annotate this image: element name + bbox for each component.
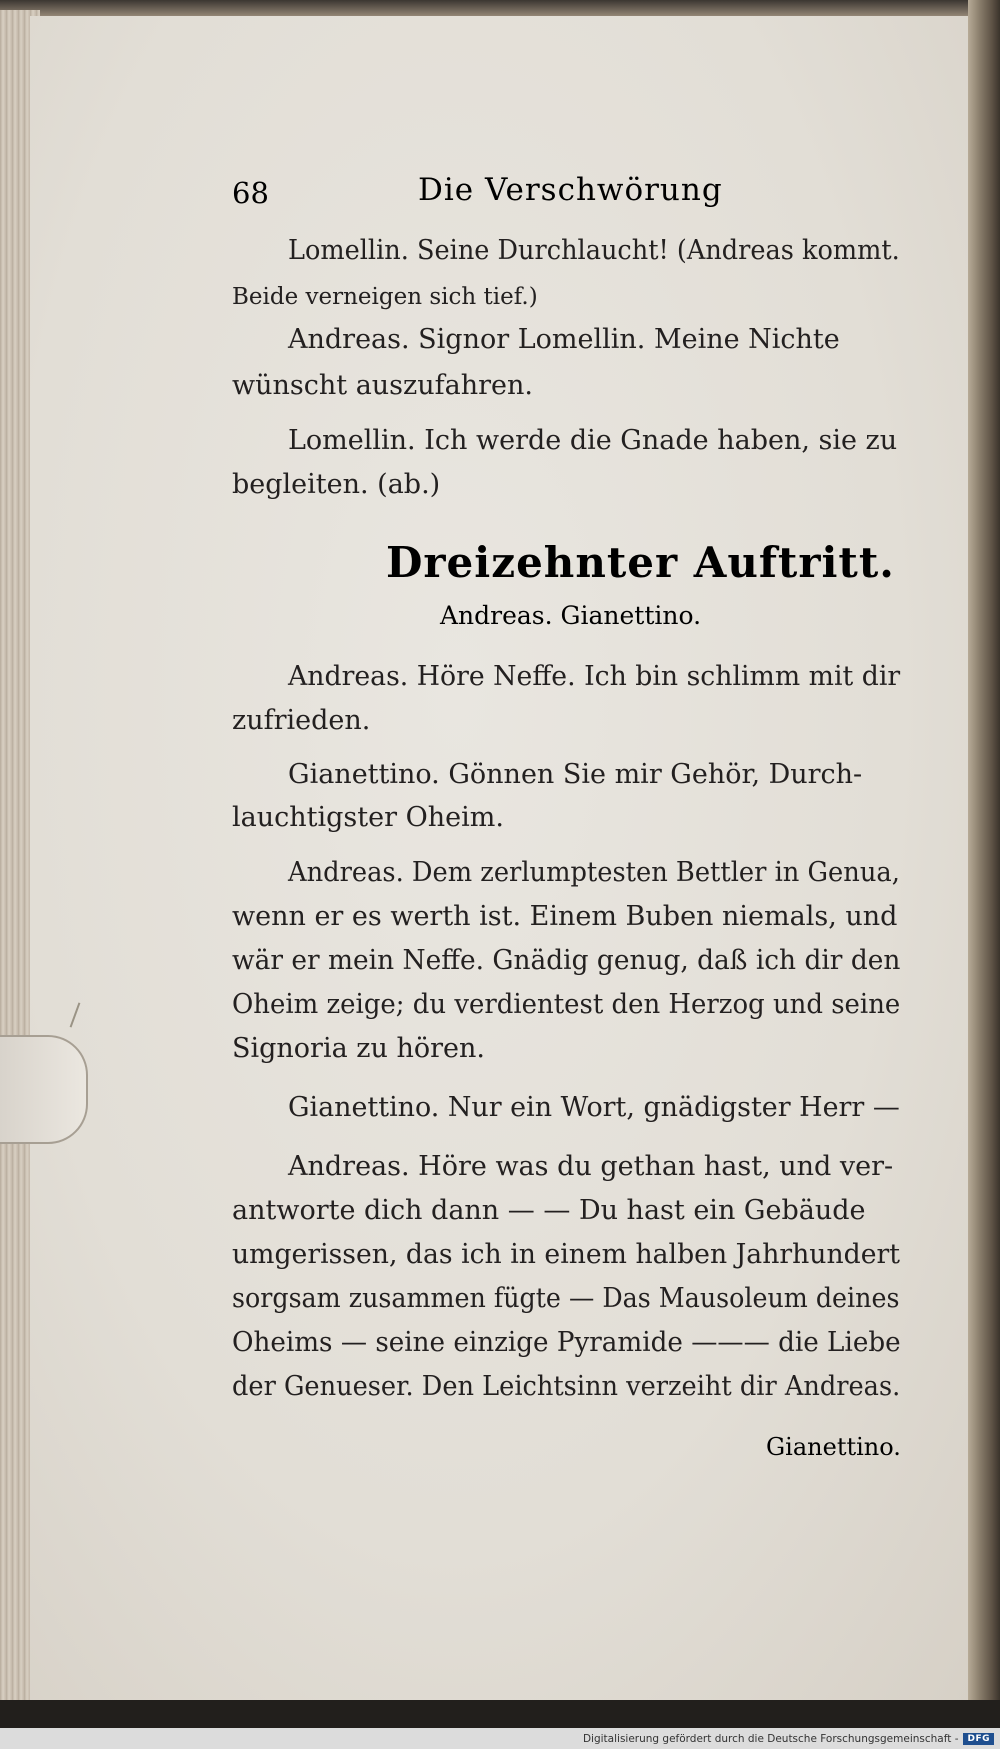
text-line: Oheim zeige; du verdientest den Herzog und seine	[232, 989, 901, 1020]
scan-bottom-border	[0, 1700, 1000, 1728]
text-line: Beide verneigen sich tief.)	[232, 284, 538, 310]
text-line: umgerissen, das ich in einem halben Jahrhundert	[232, 1239, 901, 1270]
bookmark-ribbon	[0, 1035, 88, 1144]
text-line: Andreas. Höre Neffe. Ich bin schlimm mit dir	[288, 661, 901, 692]
text-line: antworte dich dann — — Du hast ein Gebäude	[232, 1195, 866, 1226]
page-number: 68	[232, 176, 269, 210]
text-line: Gianettino. Nur ein Wort, gnädigster Herr —	[288, 1092, 900, 1123]
text-line: wünscht auszufahren.	[232, 370, 533, 401]
text-line: Signoria zu hören.	[232, 1033, 485, 1064]
scene-heading: Dreizehnter Auftritt.	[386, 538, 895, 587]
text-line: Andreas. Höre was du gethan hast, und ver-	[288, 1151, 894, 1182]
catchword: Gianettino.	[766, 1433, 901, 1461]
digitization-footer	[0, 1728, 1000, 1749]
text-line: zufrieden.	[232, 705, 371, 736]
dfg-logo: DFG	[963, 1733, 994, 1745]
text-line: Andreas. Dem zerlumptesten Bettler in Genua,	[288, 857, 900, 888]
running-head: Die Verschwörung	[418, 172, 723, 208]
text-line: Gianettino. Gönnen Sie mir Gehör, Durch-	[288, 759, 863, 790]
text-line: wär er mein Neffe. Gnädig genug, daß ich dir den	[232, 945, 901, 976]
scene-characters: Andreas. Gianettino.	[440, 601, 702, 630]
text-line: begleiten. (ab.)	[232, 469, 441, 500]
text-line: wenn er es werth ist. Einem Buben niemals, und	[232, 901, 898, 932]
text-line: Lomellin. Ich werde die Gnade haben, sie zu	[288, 425, 898, 456]
text-line: Andreas. Signor Lomellin. Meine Nichte	[288, 324, 840, 355]
text-line: Oheims — seine einzige Pyramide ——— die Liebe	[232, 1327, 901, 1358]
text-line: der Genueser. Den Leichtsinn verzeiht dir Andreas.	[232, 1371, 901, 1402]
text-line: sorgsam zusammen fügte — Das Mausoleum deines	[232, 1283, 900, 1314]
book-binding	[968, 0, 1000, 1705]
text-line: lauchtigster Oheim.	[232, 802, 504, 833]
text-line: Lomellin. Seine Durchlaucht! (Andreas kommt.	[288, 235, 900, 266]
funding-credit: Digitalisierung gefördert durch die Deutsche Forschungsgemeinschaft -	[582, 1732, 959, 1745]
